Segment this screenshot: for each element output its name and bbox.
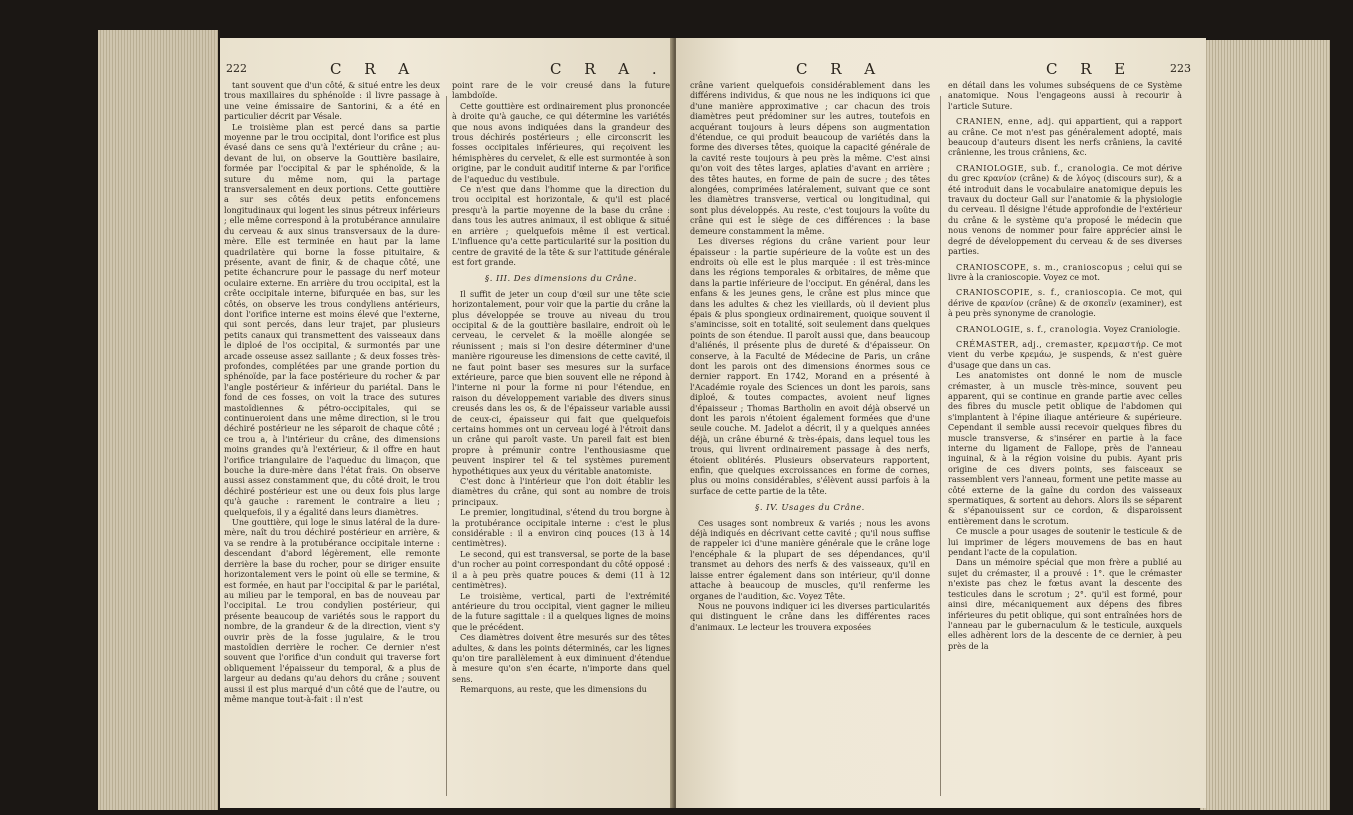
- entry-text: Ce mot, qui dérive de κρανίον (crâne) & de σκοπεῖν (examiner), est à peu près synonyme de cranologie.: [948, 287, 1182, 319]
- paragraph: Il suffit de jeter un coup d'œil sur une tête scie horizontalement, pour voir que la partie du crâne la plus développée se trouve au niveau du trou occipital & de la gouttière basilaire, endroit où le cerveau, le cervelet & la moëlle alongée se réunissent ; mais si l'on desire déterminer d'une manière rigoureuse les dimensions de cette cavité, il ne faut point baser ses mesures sur la surface extérieure, parce que bien souvent elle ne répond à l'interne ni pour la forme ni pour l'étendue, en raison du développement variable des divers sinus creusés dans les os, & de l'épaisseur variable aussi de ceux-ci, épaisseur qui fait que quelquefois certains hommes ont un cerveau logé à l'étroit dans un crâne qui paroît vaste. Un pareil fait est bien propre à prémunir contre l'enthousiasme que peuvent inspirer tel & tel systèmes purement hypothétiques aux yeux du véritable anatomiste.: [452, 288, 670, 476]
- entry-headword: CRANIOLOGIE, sub. f., cranologia.: [956, 162, 1120, 173]
- paragraph: Les anatomistes ont donné le nom de muscle crémaster, à un muscle très-mince, souvent peu apparent, qui se continue en grande partie avec celles des fibres du muscle petit oblique de l'abdomen qui s'implantent à l'épine iliaque antérieure & supérieure. Cependant il semble aussi recevoir quelques fibres du muscle transverse, & s'insérer en partie à la face interne du ligament de Fallope, près de l'anneau inguinal, & à la région voisine du pubis. Ayant pris origine de ces divers points, ses faisceaux se rassemblent vers l'anneau, forment une petite masse au côté externe de la gaîne du cordon des vaisseaux spermatiques, & sortent au dehors. Alors ils se séparent & s'épanouissent sur ce cordon, & disparoissent entièrement dans le scrotum.: [948, 370, 1182, 526]
- paragraph: point rare de le voir creusé dans la future lambdoïde.: [452, 80, 670, 101]
- entry-text: Voyez Craniologie.: [1103, 323, 1181, 334]
- running-header-left: C R A: [330, 60, 419, 78]
- paragraph: Le troisième plan est percé dans sa partie moyenne par le trou occipital, dont l'orifice est plus évasé dans ce sens qu'à l'extérieur du crâne ; au-devant de lui, on observe la Gouttière basilaire, formée par l'occipital & par le sphénoïde, & la suture du même nom, qui la partage transversalement en deux portions. Cette gouttière a sur ses côtés deux petits enfoncemens longitudinaux qui logent les sinus pétreux inférieurs ; elle même correspond à la protubérance annulaire du cerveau & aux sinus transversaux de la dure-mère. Elle est terminée en haut par la lame quadrilatère qui borne la fosse pituitaire, & présente, avant de finir, & de chaque côté, une petite échancrure pour le passage du nerf moteur oculaire externe. En arrière du trou occipital, est la crête occipitale interne, bifurquée en bas, sur les côtés, on observe les trous condyliens antérieurs, dont l'orifice interne est moins élevé que l'externe, qui sont percés, dans leur trajet, par plusieurs petits canaux qui transmettent des vaisseaux dans le diploé de l'os occipital, & surmontés par une arcade osseuse assez saillante ; & deux fosses très-profondes, complétées par une grande portion du sphénoïde, par la face postérieure du rocher & par l'angle postérieur & inférieur du pariétal. Dans le fond de ces fosses, on voit la trace des sutures mastoïdiennes & pétro-occipitales, qui se continueroient dans une même direction, si le trou déchiré postérieur ne les séparoit de chaque côté ; ce trou a, à l'intérieur du crâne, des dimensions moins grandes qu'à l'extérieur, & il offre en haut l'orifice triangulaire de l'aqueduc du limaçon, que bouche la dure-mère dans l'état frais. On observe aussi assez constamment que, du côté droit, le trou déchiré postérieur est une ou deux fois plus large qu'à gauche : rarement le contraire a lieu ; quelquefois, il y a égalité dans leurs diamètres.: [224, 121, 440, 517]
- entry-headword: CRANIEN, enne, adj.: [956, 116, 1055, 127]
- entry-text: qui appartient, qui a rapport au crâne. Ce mot n'est pas généralement adopté, mais beaucoup d'auteurs disent les nerfs crâniens, la cavité crânienne, les trous crâniens, &c.: [948, 116, 1182, 158]
- dictionary-entry: [948, 339, 1182, 370]
- column-rule: [940, 96, 941, 796]
- paragraph: Le premier, longitudinal, s'étend du trou borgne à la protubérance occipitale interne : c'est le plus considérable : il a environ cinq pouces (13 à 14 centimètres).: [452, 507, 670, 549]
- entry-headword: CRANIOSCOPE, s. m., cranioscopus ;: [956, 261, 1131, 272]
- entry-headword: CRÉMASTER, adj., cremaster, κρεμαστήρ.: [956, 338, 1150, 349]
- paragraph: crâne varient quelquefois considérablement dans les différens individus, & que nous ne les indiquons ici que d'une manière approximative ; car chacun des trois diamètres peut prédominer sur les autres, toutefois en acquérant toujours à leurs dépens son augmentation d'étendue, ce qui produit beaucoup de variétés dans la forme des diverses têtes, quoique la capacité générale de la cavité reste toujours à peu près la même. C'est ainsi qu'on voit des têtes larges, aplaties d'avant en arrière ; des têtes hautes, en forme de pain de sucre ; des têtes alongées, comprimées latéralement, suivant que ce sont les diamètres transverse, vertical ou longitudinal, qui sont plus développés. Au reste, c'est toujours la voûte du crâne qui est le siège de ces différences : la base demeure constamment la même.: [690, 80, 930, 236]
- left-page: [220, 38, 673, 808]
- entry-text: celui qui se livre à la cranioscopie. Voyez ce mot.: [948, 261, 1182, 282]
- paragraph: Une gouttière, qui loge le sinus latéral de la dure-mère, naît du trou déchiré postérieur en arrière, & va se rendre à la protubérance occipitale interne : descendant d'abord légèrement, elle remonte derrière la base du rocher, pour se diriger ensuite horizontalement vers le point où elle se termine, & est formée, en haut par l'occipital & par le pariétal, au milieu par le temporal, en bas de nouveau par l'occipital. Le trou condylien postérieur, qui présente beaucoup de variétés sous le rapport du nombre, de la grandeur & de la direction, vient s'y ouvrir près de la fosse jugulaire, & le trou mastoïdien derrière le rocher. Ce dernier n'est souvent que l'orifice d'un conduit qui traverse fort obliquement l'épaisseur du temporal, & a plus de largeur au dedans qu'au dehors du crâne ; souvent aussi il est plus marqué d'un côté que de l'autre, ou même manque tout-à-fait : il n'est: [224, 517, 440, 704]
- paragraph: Remarquons, au reste, que les dimensions du: [460, 684, 647, 695]
- paragraph: Dans un mémoire spécial que mon frère a publié au sujet du crémaster, il a prouvé : 1°. que le crémaster n'existe pas chez le fœtus avant la descente des testicules dans le scrotum ; 2°. qu'il est formé, pour ainsi dire, mécaniquement aux dépens des fibres inférieures du petit oblique, qui sont entraînées hors de l'anneau par le gubernaculum & le testicule, auxquels elles adhèrent lors de la descente de ce dernier, à peu près de la: [948, 557, 1182, 651]
- paragraph: C'est donc à l'intérieur que l'on doit établir les diamètres du crâne, qui sont au nombre de trois principaux.: [452, 476, 670, 507]
- entry-text: Ce mot dérive du grec κρανίον (crâne) & de λόγος (discours sur), & a été introduit dans le vocabulaire anatomique depuis les travaux du docteur Gall sur l'anatomie & la physiologie du cerveau. Il désigne l'étude approfondie de l'extérieur du crâne & le système qu'a proposé le médecin que nous venons de nommer pour faire apprécier ainsi le degré de développement du cerveau & de ses diverses parties.: [948, 162, 1182, 257]
- column-rule: [446, 96, 447, 796]
- running-header-left: C R A: [796, 60, 885, 78]
- section-heading: §. IV. Usages du Crâne.: [755, 502, 865, 513]
- paragraph: Les diverses régions du crâne varient pour leur épaisseur : la partie supérieure de la voûte est un des endroits où elle est le plus marquée : il est très-mince dans les régions temporales & orbitaires, de même que dans la partie inférieure de l'occiput. En général, dans les enfans & les jeunes gens, le crâne est plus mince que dans les adultes & chez les vieillards, où il devient plus épais & plus spongieux ordinairement, quoique souvent il s'amincisse, soit en totalité, soit seulement dans quelques points de son étendue. Il paroît aussi que, dans beaucoup d'aliénés, il présente plus de dureté & d'épaisseur. On conserve, à la Faculté de Médecine de Paris, un crâne dont les parois ont des dimensions énormes sous ce dernier rapport. En 1742, Morand en a présenté à l'Académie royale des Sciences un dont les parois, sans diploé, & toutes compactes, avoient neuf lignes d'épaisseur ; Thomas Bartholin en avoit déjà observé un dont les parois n'étoient également formées que d'une seule couche. M. Jadelot a décrit, il y a quelques années déjà, un crâne éburné & très-épais, dans lequel tous les trous, qui livrent ordinairement passage à des nerfs, étoient oblitérés. Plusieurs observateurs rapportent, enfin, que quelques excroissances en forme de cornes, plus ou moins considérables, s'élèvent aussi parfois à la surface de cette partie de la tête.: [690, 236, 930, 496]
- paragraph: Ces usages sont nombreux & variés ; nous les avons déjà indiqués en décrivant cette cavité ; qu'il nous suffise de rappeler ici d'une manière générale que le crâne loge l'encéphale & la plupart de ses dépendances, qu'il transmet au dehors des nerfs & des vaisseaux, qu'il en laisse entrer également dans son intérieur, qu'il donne attache à beaucoup de muscles, qu'il renferme les organes de l'audition, &c. Voyez Tête.: [690, 517, 930, 601]
- dictionary-entry: [948, 262, 1182, 283]
- right-page-edges: [1200, 40, 1330, 810]
- paragraph: Cette gouttière est ordinairement plus prononcée à droite qu'à gauche, ce qui détermine les variétés que nous avons indiquées dans la grandeur des trous déchirés postérieurs ; elle circonscrit les fosses occipitales inférieures, qui reçoivent les hémisphères du cervelet, & elle est surmontée à son origine, par le conduit auditif interne & par l'orifice de l'aqueduc du vestibule.: [452, 100, 670, 184]
- left-column-1: [224, 80, 440, 704]
- dictionary-entry: [948, 163, 1182, 257]
- entry-headword: CRANIOSCOPIE, s. f., cranioscopia.: [956, 287, 1127, 298]
- right-column-2: [948, 80, 1182, 651]
- paragraph: Le troisième, vertical, parti de l'extrémité antérieure du trou occipital, vient gagner le milieu de la future sagittale : il a quelques lignes de moins que le précédent.: [452, 590, 670, 632]
- right-page: [676, 38, 1206, 808]
- running-header-right: C R A .: [550, 60, 666, 78]
- entry-headword: CRANOLOGIE, s. f., cranologia.: [956, 323, 1102, 334]
- entry-text: Ce mot vient du verbe κρεμάω, je suspends, & n'est guère d'usage que dans un cas.: [948, 338, 1182, 370]
- dictionary-entry: [948, 116, 1182, 158]
- paragraph: Ce muscle a pour usages de soutenir le testicule & de lui imprimer de légers mouvemens de bas en haut pendant l'acte de la copulation.: [948, 526, 1182, 558]
- paragraph: Le second, qui est transversal, se porte de la base d'un rocher au point correspondant du côté opposé : il a à peu près quatre pouces & demi (11 à 12 centimètres).: [452, 548, 670, 591]
- left-page-edges: [98, 30, 218, 810]
- running-header-right: C R E: [1046, 60, 1135, 78]
- section-heading: §. III. Des dimensions du Crâne.: [485, 273, 637, 284]
- dictionary-entry: [948, 324, 1182, 334]
- paragraph: en détail dans les volumes subséquens de ce Système anatomique. Nous l'engageons aussi à recourir à l'article Suture.: [948, 80, 1182, 111]
- right-column-1: [690, 80, 930, 632]
- left-column-2: [452, 80, 670, 695]
- paragraph: Ces diamètres doivent être mesurés sur des têtes adultes, & dans les points déterminés, car les lignes qu'on tire parallèlement à eux diminuent d'étendue à mesure qu'on s'en écarte, n'importe dans quel sens.: [452, 632, 670, 684]
- paragraph: tant souvent que d'un côté, & situé entre les deux trous maxillaires du sphénoïde : il livre passage à une veine émissaire de Santorini, & a été en particulier décrit par Vésale.: [224, 80, 440, 122]
- paragraph: Nous ne pouvons indiquer ici les diverses particularités qui distinguent le crâne dans les différentes races d'animaux. Le lecteur les trouvera exposées: [690, 600, 930, 632]
- page-number: 223: [1170, 62, 1191, 75]
- paragraph: Ce n'est que dans l'homme que la direction du trou occipital est horizontale, & qu'il est placé presqu'à la partie moyenne de la base du crâne : dans tous les autres animaux, il est oblique & situé en arrière ; quelquefois même il est vertical. L'influence qu'a cette particularité sur la position du centre de gravité de la tête & sur l'attitude générale est fort grande.: [452, 184, 670, 267]
- page-number: 222: [226, 62, 247, 75]
- dictionary-entry: [948, 287, 1182, 318]
